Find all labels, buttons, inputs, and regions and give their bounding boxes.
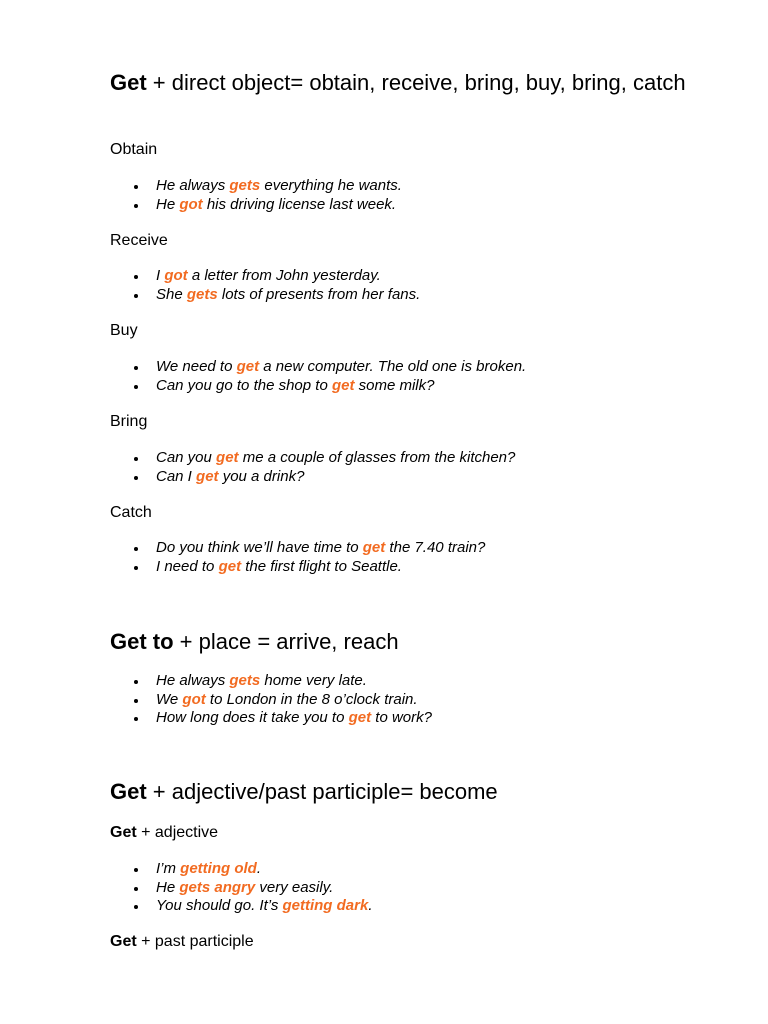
list-item <box>110 672 710 691</box>
heading-keyword: Get <box>110 779 147 804</box>
group-title-receive: Receive <box>110 232 168 249</box>
example-text: a letter from John yesterday. <box>187 267 381 284</box>
group-title-obtain: Obtain <box>110 141 158 158</box>
subheading-text: + past participle <box>136 933 254 950</box>
example-text: everything he wants. <box>260 177 402 194</box>
list-item <box>110 358 710 377</box>
highlighted-verb: got <box>182 690 206 708</box>
heading-text: + adjective/past participle= become <box>146 779 498 804</box>
group-title-get-past-participle <box>110 932 254 952</box>
example-text: Can you <box>156 449 217 466</box>
list-item <box>110 709 710 728</box>
example-text: to London in the 8 o’clock train. <box>205 690 418 708</box>
subheading-text: + adjective <box>136 824 219 841</box>
example-text: We need to <box>156 358 237 375</box>
group-title-buy: Buy <box>110 322 138 339</box>
list-item <box>110 897 710 916</box>
list-item <box>110 377 710 396</box>
example-text: . <box>368 897 373 914</box>
highlighted-verb: gets <box>229 177 261 194</box>
group-title-bring: Bring <box>110 413 148 430</box>
example-text: very easily. <box>255 878 334 896</box>
example-text: We <box>156 690 183 708</box>
list-item <box>110 267 710 286</box>
section-heading-get-adjective <box>110 779 710 805</box>
subheading-keyword: Get <box>110 824 137 841</box>
highlighted-verb: get <box>216 449 239 466</box>
example-text: his driving license last week. <box>202 195 397 213</box>
example-text: I’m <box>156 860 181 877</box>
highlighted-verb: got <box>179 195 203 213</box>
example-text: He <box>156 195 180 213</box>
example-text: He <box>156 878 180 896</box>
example-text: the first flight to Seattle. <box>241 557 402 575</box>
section-heading-get-to <box>110 629 710 655</box>
highlighted-verb: get <box>196 467 219 485</box>
list-item <box>110 558 710 577</box>
group-title-catch: Catch <box>110 504 152 521</box>
list-item <box>110 691 710 710</box>
highlighted-verb: gets angry <box>179 878 256 896</box>
list-item <box>110 196 710 215</box>
section-heading <box>110 70 710 96</box>
example-text: How long does it take you to <box>156 709 349 726</box>
list-item <box>110 177 710 196</box>
example-text: He always <box>156 177 230 194</box>
example-text: a new computer. The old one is broken. <box>259 358 527 375</box>
example-text: Can you go to the shop to <box>156 376 332 394</box>
example-list <box>110 267 710 304</box>
list-item <box>110 860 710 879</box>
example-text: lots of presents from her fans. <box>217 285 421 303</box>
group-title-get-adjective <box>110 823 218 843</box>
highlighted-verb: get <box>362 539 386 556</box>
example-text: He always <box>156 672 230 689</box>
example-text: you a drink? <box>218 467 305 485</box>
highlighted-verb: get <box>236 358 260 375</box>
example-text: I <box>156 267 165 284</box>
list-item <box>110 539 710 558</box>
example-list <box>110 177 710 214</box>
heading-text: + direct object= obtain, receive, bring, buy, bring, catch <box>146 70 686 95</box>
example-list <box>110 358 710 395</box>
list-item <box>110 468 710 487</box>
heading-text: + place = arrive, reach <box>173 629 399 654</box>
example-list <box>110 539 710 576</box>
highlighted-verb: get <box>218 557 242 575</box>
highlighted-verb: getting dark <box>282 897 369 914</box>
example-list <box>110 860 710 916</box>
section-get-direct-object <box>110 70 710 96</box>
example-list <box>110 672 710 728</box>
subheading-keyword: Get <box>110 933 137 950</box>
list-item <box>110 449 710 468</box>
heading-keyword: Get <box>110 70 147 95</box>
heading-keyword: Get to <box>110 629 174 654</box>
example-text: to work? <box>371 709 432 726</box>
example-text: me a couple of glasses from the kitchen? <box>238 449 516 466</box>
example-text: some milk? <box>354 376 435 394</box>
example-text: You should go. It’s <box>156 897 283 914</box>
example-text: Do you think we’ll have time to <box>156 539 363 556</box>
highlighted-verb: getting old <box>180 860 257 877</box>
example-text: . <box>256 860 261 877</box>
example-text: I need to <box>156 557 219 575</box>
highlighted-verb: gets <box>186 285 218 303</box>
highlighted-verb: gets <box>229 672 261 689</box>
list-item <box>110 879 710 898</box>
highlighted-verb: get <box>348 709 372 726</box>
example-list <box>110 449 710 486</box>
highlighted-verb: got <box>164 267 188 284</box>
example-text: She <box>156 285 187 303</box>
example-text: home very late. <box>260 672 367 689</box>
highlighted-verb: get <box>331 376 355 394</box>
list-item <box>110 286 710 305</box>
example-text: Can I <box>156 467 197 485</box>
example-text: the 7.40 train? <box>385 539 486 556</box>
